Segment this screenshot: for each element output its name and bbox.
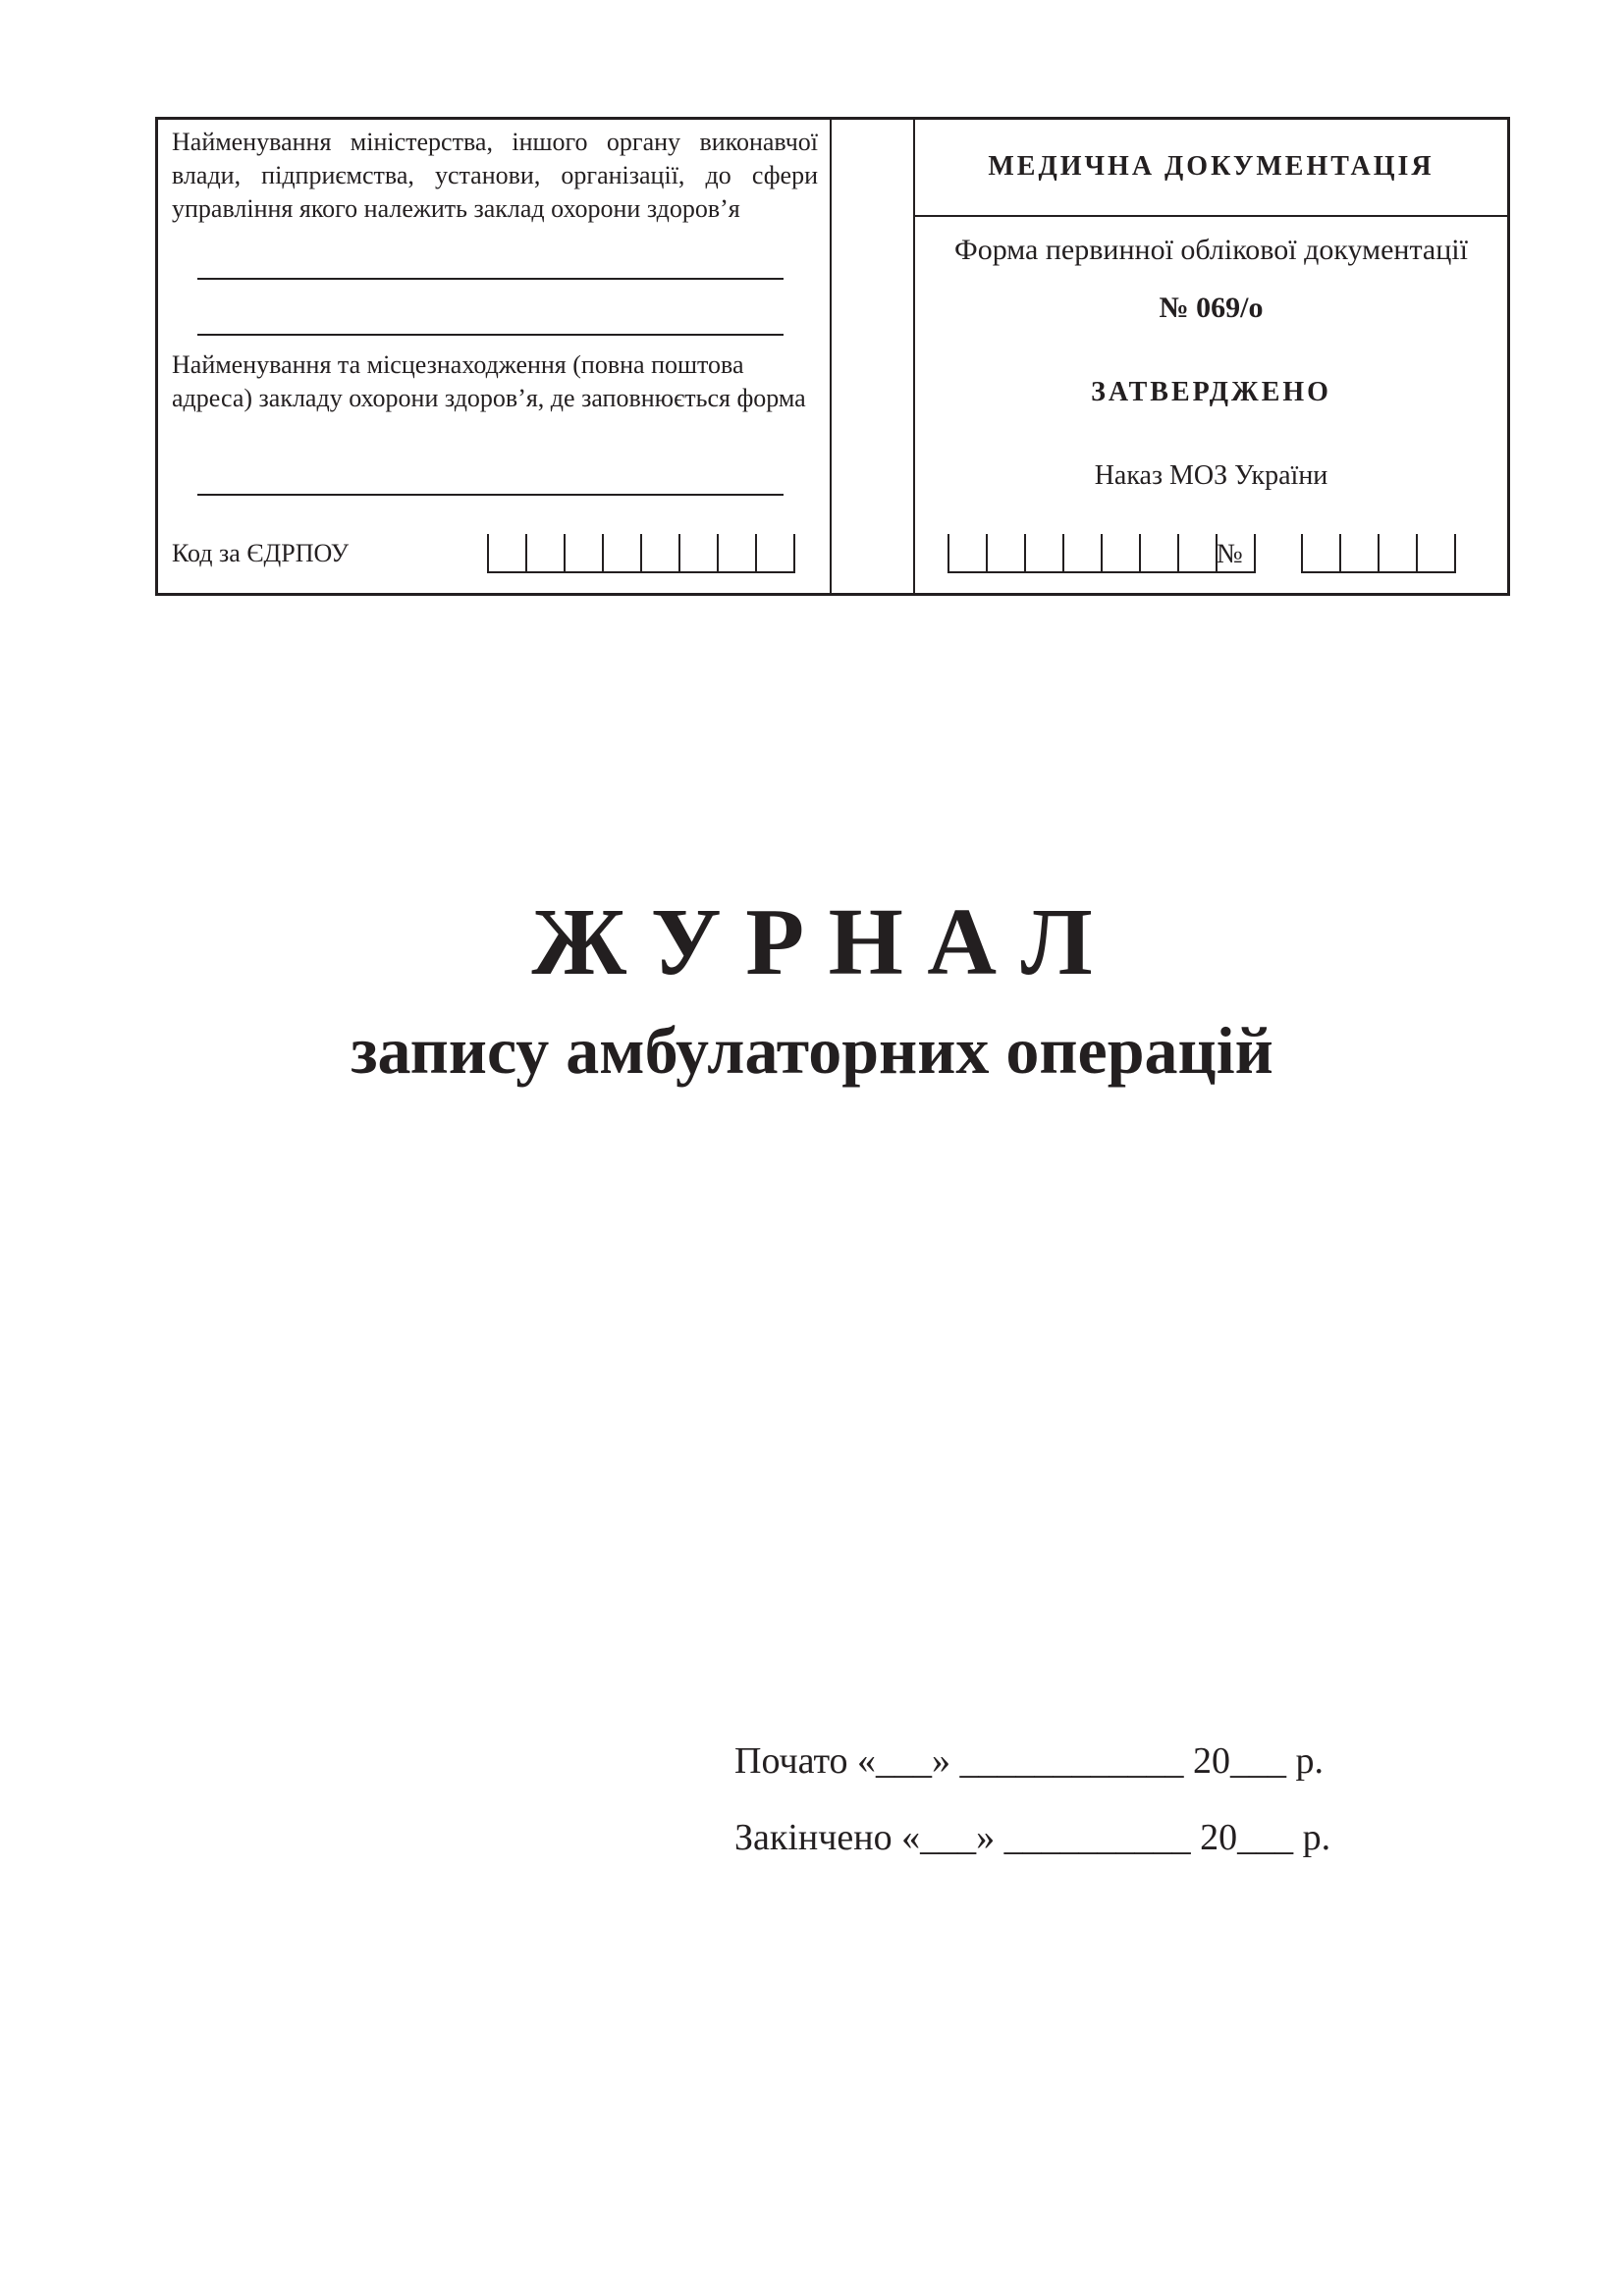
journal-title: Ж У Р Н А Л: [531, 889, 1093, 995]
edrpou-code-cells[interactable]: [487, 534, 795, 573]
finished-date-line[interactable]: Закінчено «___» __________ 20___ р.: [734, 1817, 1331, 1858]
ministry-label: Найменування міністерства, іншого органу виконавчої влади, підприємства, установи, організації, до сфери управління якого належить заклад охорони здоров’я: [172, 128, 818, 223]
edrpou-digit-cell[interactable]: [757, 534, 795, 571]
order-date-cells[interactable]: [947, 534, 1256, 573]
form-caption: Форма первинної облікової документації: [954, 234, 1468, 266]
edrpou-digit-cell[interactable]: [566, 534, 604, 571]
order-date-digit-cell[interactable]: [988, 534, 1026, 571]
order-number-digit-cell[interactable]: [1341, 534, 1380, 571]
form-number: № 069/о: [1159, 292, 1264, 324]
number-sign: №: [1217, 539, 1243, 569]
form-info-section: [915, 120, 1507, 593]
edrpou-digit-cell[interactable]: [527, 534, 566, 571]
journal-subtitle: запису амбулаторних операцій: [351, 1013, 1273, 1088]
order-number-cells[interactable]: [1301, 534, 1456, 573]
order-number-digit-cell[interactable]: [1418, 534, 1456, 571]
edrpou-digit-cell[interactable]: [489, 534, 527, 571]
edrpou-digit-cell[interactable]: [642, 534, 680, 571]
medical-doc-title: МЕДИЧНА ДОКУМЕНТАЦІЯ: [988, 151, 1435, 182]
edrpou-label: Код за ЄДРПОУ: [172, 539, 350, 567]
form-header-box: [155, 117, 1510, 596]
order-date-digit-cell[interactable]: [1179, 534, 1218, 571]
approved-label: ЗАТВЕРДЖЕНО: [1091, 377, 1331, 407]
ministry-fill-line-1[interactable]: [197, 278, 784, 280]
order-label: Наказ МОЗ України: [1094, 460, 1328, 491]
order-date-digit-cell[interactable]: [1103, 534, 1141, 571]
header-split-line: [915, 215, 1507, 217]
order-number-digit-cell[interactable]: [1380, 534, 1418, 571]
edrpou-digit-cell[interactable]: [680, 534, 719, 571]
order-date-digit-cell[interactable]: [1064, 534, 1103, 571]
order-number-digit-cell[interactable]: [1303, 534, 1341, 571]
edrpou-digit-cell[interactable]: [604, 534, 642, 571]
order-date-digit-cell[interactable]: [1026, 534, 1064, 571]
edrpou-digit-cell[interactable]: [719, 534, 757, 571]
column-divider-1: [830, 120, 832, 593]
order-date-digit-cell[interactable]: [949, 534, 988, 571]
facility-fill-line[interactable]: [197, 494, 784, 496]
facility-label: Найменування та місцезнаходження (повна поштова адреса) закладу охорони здоров’я, де заповнюється форма: [172, 350, 806, 412]
order-date-digit-cell[interactable]: [1141, 534, 1179, 571]
started-date-line[interactable]: Почато «___» ____________ 20___ р.: [734, 1740, 1325, 1782]
ministry-fill-line-2[interactable]: [197, 334, 784, 336]
